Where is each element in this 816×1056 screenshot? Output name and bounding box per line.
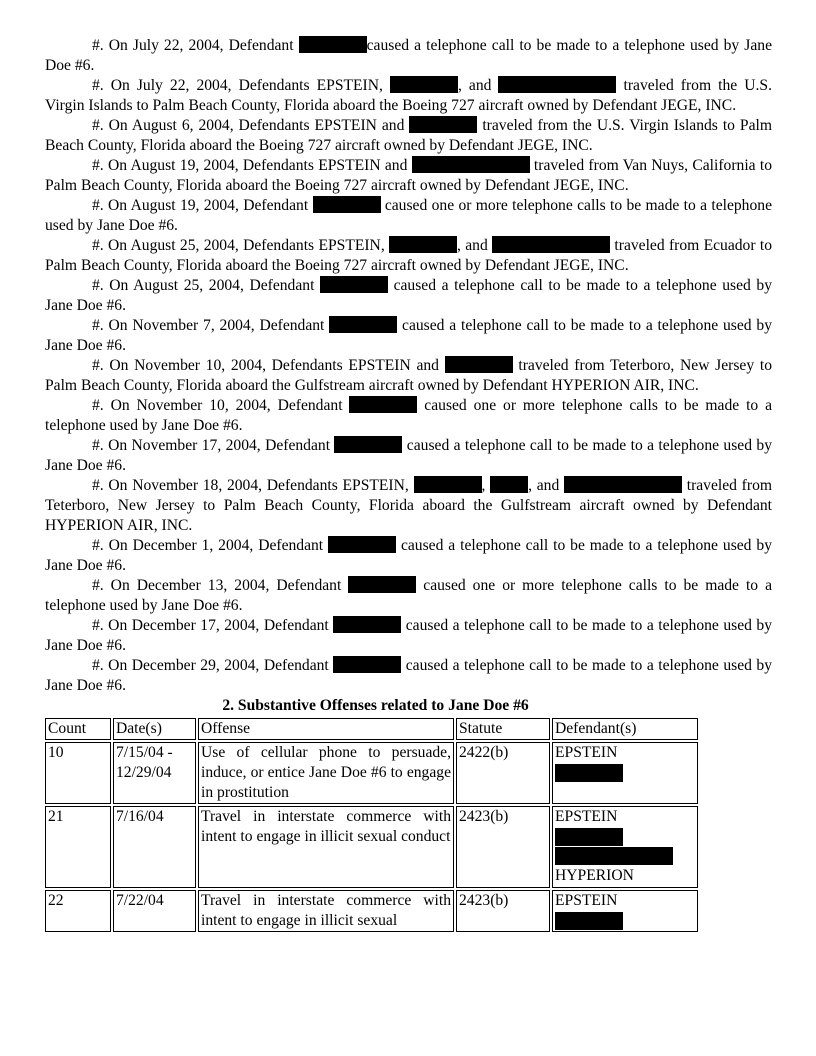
paragraph-text: caused a telephone call to be made to a telephone used by Jane Doe #6. xyxy=(45,277,772,314)
header-dates: Date(s) xyxy=(113,718,196,740)
overt-act-paragraph xyxy=(45,396,772,436)
overt-act-paragraph xyxy=(45,436,772,476)
paragraph-text: caused a telephone call to be made to a telephone used by Jane Doe #6. xyxy=(45,657,772,694)
defendant-name: EPSTEIN xyxy=(555,892,618,909)
paragraph-text: #. On August 19, 2004, Defendants EPSTEIN and xyxy=(92,157,412,174)
cell-count: 22 xyxy=(45,890,111,932)
header-defendants: Defendant(s) xyxy=(552,718,698,740)
paragraph-text: traveled from the U.S. Virgin Islands to Palm Beach County, Florida aboard the Boeing 727 aircraft owned by Defendant JEGE, INC. xyxy=(45,77,772,114)
redaction-bar xyxy=(320,276,388,293)
overt-act-paragraph xyxy=(45,116,772,156)
paragraph-text: #. On December 29, 2004, Defendant xyxy=(92,657,334,674)
redaction-bar xyxy=(490,476,528,493)
paragraph-text: caused one or more telephone calls to be made to a telephone used by Jane Doe #6. xyxy=(45,197,772,234)
overt-act-paragraph xyxy=(45,276,772,316)
redaction-bar xyxy=(390,76,458,93)
redaction-bar xyxy=(414,476,482,493)
redaction-bar xyxy=(329,316,397,333)
overt-act-paragraph xyxy=(45,476,772,536)
cell-offense: Travel in interstate commerce with intent to engage in illicit sexual conduct xyxy=(198,806,454,888)
table-header-row xyxy=(45,718,698,740)
cell-defendants xyxy=(552,890,698,932)
paragraph-text: traveled from Ecuador to Palm Beach County, Florida aboard the Boeing 727 aircraft owned by Defendant JEGE, INC. xyxy=(45,237,772,274)
redaction-bar xyxy=(564,476,682,493)
paragraph-text: caused a telephone call to be made to a telephone used by Jane Doe #6. xyxy=(45,317,772,354)
cell-statute: 2423(b) xyxy=(456,890,550,932)
redaction-bar xyxy=(334,436,402,453)
redaction-bar xyxy=(349,396,417,413)
paragraph-text: caused a telephone call to be made to a telephone used by Jane Doe #6. xyxy=(45,617,772,654)
header-offense: Offense xyxy=(198,718,454,740)
paragraph-text: #. On August 6, 2004, Defendants EPSTEIN and xyxy=(92,117,410,134)
cell-offense: Use of cellular phone to persuade, induce, or entice Jane Doe #6 to engage in prostitution xyxy=(198,742,454,804)
cell-dates: 7/16/04 xyxy=(113,806,196,888)
paragraph-text: #. On December 17, 2004, Defendant xyxy=(92,617,334,634)
section-heading: 2. Substantive Offenses related to Jane Doe #6 xyxy=(222,697,529,714)
paragraph-text: , and xyxy=(457,77,499,94)
table-row xyxy=(45,742,698,804)
paragraph-text: , and xyxy=(528,477,565,494)
paragraph-text: #. On November 7, 2004, Defendant xyxy=(92,317,330,334)
defendant-name: EPSTEIN xyxy=(555,808,618,825)
paragraph-text: #. On November 10, 2004, Defendant xyxy=(92,397,350,414)
paragraph-text: #. On August 25, 2004, Defendants EPSTEIN, xyxy=(92,237,390,254)
paragraph-text: caused a telephone call to be made to a telephone used by Jane Doe #6. xyxy=(45,537,772,574)
overt-act-paragraph xyxy=(45,576,772,616)
redaction-bar xyxy=(409,116,477,133)
overt-act-paragraph xyxy=(45,616,772,656)
redaction-bar xyxy=(333,616,401,633)
cell-dates: 7/15/04 - 12/29/04 xyxy=(113,742,196,804)
overt-act-paragraph xyxy=(45,356,772,396)
paragraph-text: caused a telephone call to be made to a telephone used by Jane Doe #6. xyxy=(45,37,772,74)
paragraph-text: traveled from Teterboro, New Jersey to Palm Beach County, Florida aboard the Gulfstream aircraft owned by Defendant HYPERION AIR, INC. xyxy=(45,477,772,534)
paragraph-text: caused one or more telephone calls to be made to a telephone used by Jane Doe #6. xyxy=(45,397,773,434)
header-count: Count xyxy=(45,718,111,740)
paragraph-text: #. On August 25, 2004, Defendant xyxy=(92,277,320,294)
overt-act-paragraph xyxy=(45,316,772,356)
overt-act-paragraph xyxy=(45,76,772,116)
paragraph-text: #. On November 17, 2004, Defendant xyxy=(92,437,335,454)
offenses-table xyxy=(43,716,700,934)
redaction-bar xyxy=(412,156,530,173)
cell-statute: 2422(b) xyxy=(456,742,550,804)
paragraph-text: , xyxy=(481,477,491,494)
redaction-bar xyxy=(555,828,623,846)
cell-defendants xyxy=(552,806,698,888)
paragraph-text: #. On December 1, 2004, Defendant xyxy=(92,537,329,554)
paragraph-text: #. On July 22, 2004, Defendants EPSTEIN, xyxy=(92,77,390,94)
paragraph-text: , and xyxy=(457,237,493,254)
paragraph-text: caused a telephone call to be made to a telephone used by Jane Doe #6. xyxy=(45,437,772,474)
paragraph-text: caused one or more telephone calls to be made to a telephone used by Jane Doe #6. xyxy=(45,577,772,614)
cell-count: 10 xyxy=(45,742,111,804)
paragraph-text: traveled from Teterboro, New Jersey to Palm Beach County, Florida aboard the Gulfstream aircraft owned by Defendant HYPERION AIR, INC. xyxy=(45,357,772,394)
redaction-bar xyxy=(333,656,401,673)
redaction-bar xyxy=(299,36,367,53)
cell-offense: Travel in interstate commerce with intent to engage in illicit sexual xyxy=(198,890,454,932)
table-row xyxy=(45,806,698,888)
redaction-bar xyxy=(555,847,673,865)
cell-defendants xyxy=(552,742,698,804)
cell-statute: 2423(b) xyxy=(456,806,550,888)
paragraph-text: #. On November 10, 2004, Defendants EPSTEIN and xyxy=(92,357,445,374)
overt-act-paragraph xyxy=(45,36,772,76)
overt-act-paragraph xyxy=(45,236,772,276)
overt-act-paragraph xyxy=(45,656,772,696)
redaction-bar xyxy=(498,76,616,93)
overt-act-paragraph xyxy=(45,536,772,576)
defendant-name: HYPERION xyxy=(555,867,634,884)
paragraph-text: #. On July 22, 2004, Defendant xyxy=(92,37,299,54)
paragraph-text: traveled from Van Nuys, California to Palm Beach County, Florida aboard the Boeing 727 aircraft owned by Defendant JEGE, INC. xyxy=(45,157,772,194)
cell-dates: 7/22/04 xyxy=(113,890,196,932)
table-row xyxy=(45,890,698,932)
paragraph-text: #. On November 18, 2004, Defendants EPSTEIN, xyxy=(92,477,414,494)
redaction-bar xyxy=(348,576,416,593)
defendant-name: EPSTEIN xyxy=(555,744,618,761)
redaction-bar xyxy=(313,196,381,213)
redaction-bar xyxy=(445,356,513,373)
redaction-bar xyxy=(555,912,623,930)
header-statute: Statute xyxy=(456,718,550,740)
overt-act-paragraph xyxy=(45,196,772,236)
redaction-bar xyxy=(389,236,457,253)
redaction-bar xyxy=(328,536,396,553)
paragraph-text: #. On December 13, 2004, Defendant xyxy=(92,577,349,594)
redaction-bar xyxy=(492,236,610,253)
document-page xyxy=(45,36,772,934)
overt-acts-list xyxy=(45,36,772,696)
paragraph-text: #. On August 19, 2004, Defendant xyxy=(92,197,313,214)
paragraph-text: traveled from the U.S. Virgin Islands to Palm Beach County, Florida aboard the Boeing 727 aircraft owned by Defendant JEGE, INC. xyxy=(45,117,772,154)
redaction-bar xyxy=(555,764,623,782)
cell-count: 21 xyxy=(45,806,111,888)
overt-act-paragraph xyxy=(45,156,772,196)
